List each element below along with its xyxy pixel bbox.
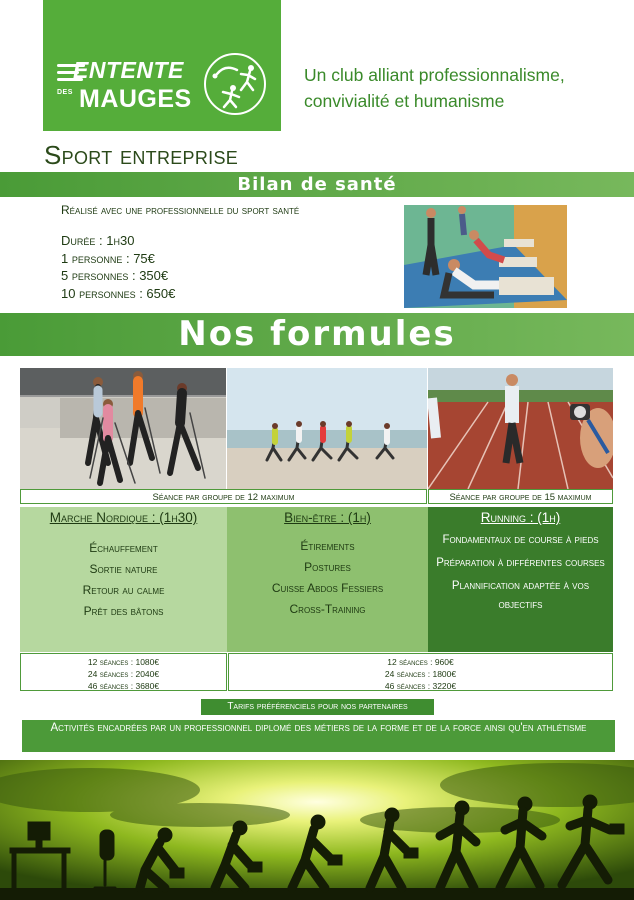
formula-item: Préparation à différentes courses	[436, 557, 605, 569]
formula-title: Marche Nordique : (1h30)	[49, 510, 198, 525]
formules-title: Nos formules	[178, 314, 456, 354]
formula-item: Sortie nature	[89, 562, 158, 576]
page-title: Sport entreprise	[44, 140, 239, 170]
athletes-emblem-icon	[203, 52, 267, 116]
price-line: 24 séances : 1800€	[384, 669, 457, 679]
bilan-title: Bilan de santé	[237, 174, 397, 195]
tagline-line: Un club alliant professionnalisme,	[304, 65, 565, 85]
formula-item: Fondamentaux de course à pieds	[442, 534, 599, 546]
club-tagline	[304, 62, 624, 114]
price-line: 12 séances : 1080€	[87, 657, 160, 667]
price-line: 46 séances : 3220€	[384, 681, 457, 691]
logo-text-entente: ENTENTE	[73, 57, 184, 83]
partner-rates-note: Tarifs préférenciels pour nos partenaires	[201, 699, 434, 715]
evolution-sunset-illustration	[0, 760, 634, 900]
formula-item: Cuisse Abdos Fessiers	[271, 581, 384, 595]
formula-item: Postures	[304, 560, 351, 574]
bilan-details	[61, 232, 175, 302]
price-list-nordic	[20, 653, 227, 691]
tagline-line: convivialité et humanisme	[304, 91, 505, 111]
running-track-photo	[428, 368, 613, 489]
bilan-price: 5 personnes : 350€	[61, 268, 169, 283]
bilan-price: 10 personnes : 650€	[61, 285, 176, 301]
formula-item: Plannification adaptée à vos objectifs	[451, 580, 590, 611]
logo-text-mauges: MAUGES	[79, 85, 192, 113]
bilan-price: 1 personne : 75€	[61, 250, 155, 266]
price-list-other	[228, 653, 613, 691]
bilan-duration: Durée : 1h30	[61, 233, 135, 248]
logo-text-des: DES	[57, 89, 73, 96]
formula-title: Bien-être : (1h)	[284, 510, 371, 525]
price-line: 12 séances : 960€	[387, 657, 454, 667]
formula-item: Retour au calme	[82, 583, 165, 597]
formula-wellbeing	[227, 507, 428, 652]
activities-note: Activités encadrées par un professionnel diplomé des métiers de la forme et de la force ainsi qu'en athlétisme	[22, 720, 615, 752]
bilan-intro: Réalisé avec une professionnelle du sport santé	[61, 203, 300, 217]
price-line: 24 séances : 2040€	[87, 669, 160, 679]
formula-nordic-walking	[20, 507, 227, 652]
group-size-label: Séance par groupe de 12 maximum	[20, 489, 427, 504]
nordic-walking-photo	[20, 368, 226, 489]
formula-title: Running : (1h)	[480, 510, 561, 525]
group-size-label: Séance par groupe de 15 maximum	[428, 489, 613, 504]
beach-training-photo	[227, 368, 427, 489]
club-logo	[43, 0, 281, 131]
stretching-photo	[404, 205, 567, 308]
formula-item: Prêt des bâtons	[83, 604, 164, 618]
formula-item: Échauffement	[89, 541, 158, 555]
formula-item: Cross-Training	[289, 602, 366, 616]
formula-running	[428, 507, 613, 652]
formula-item: Étirements	[300, 539, 355, 553]
price-line: 46 séances : 3680€	[87, 681, 160, 691]
